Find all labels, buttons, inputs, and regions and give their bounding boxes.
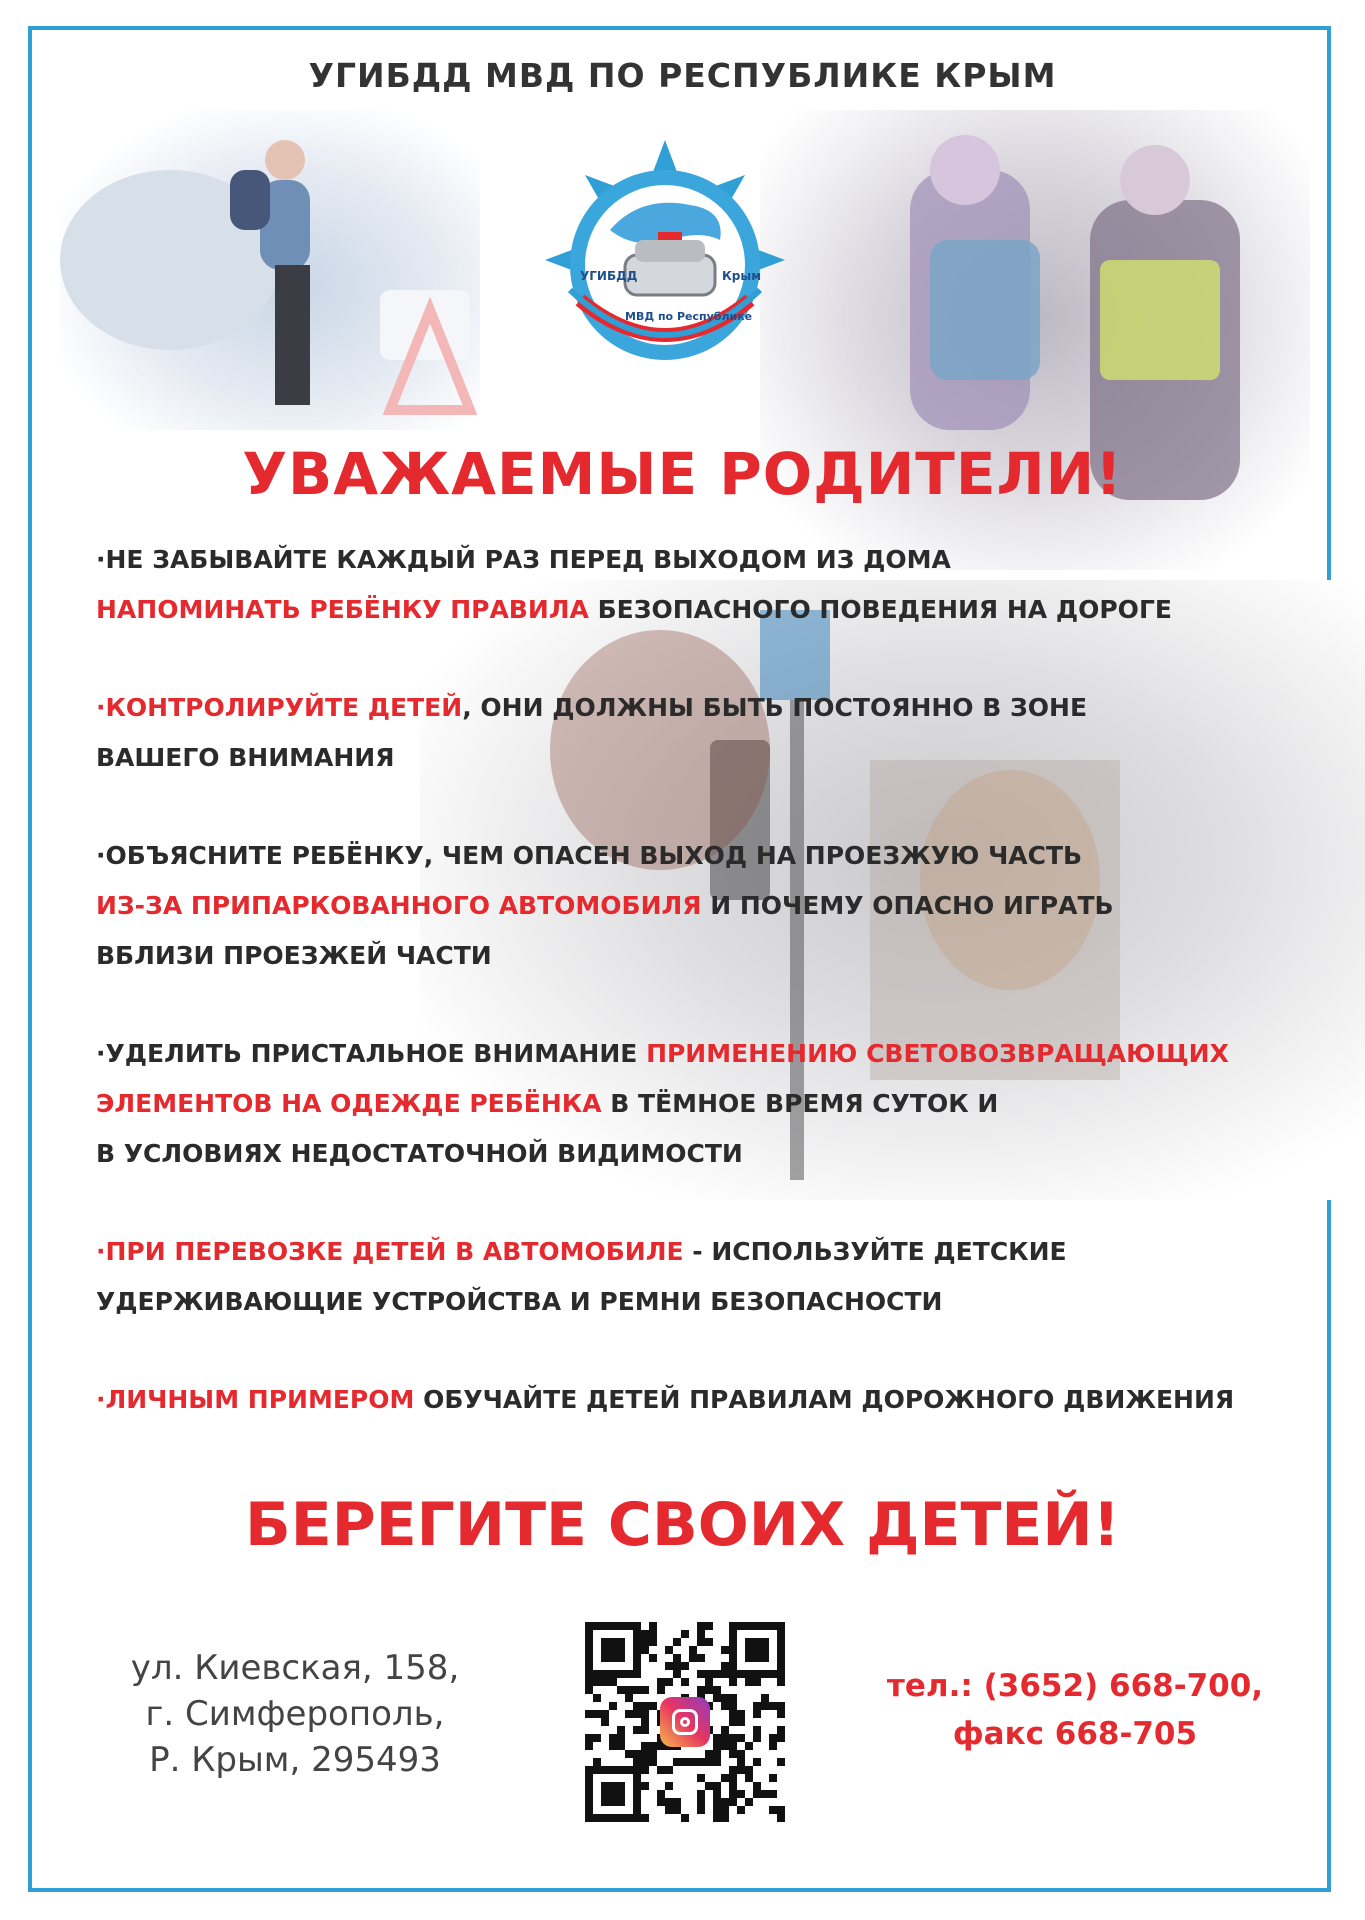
- address-block: [95, 1645, 495, 1783]
- advice-line: [96, 585, 1316, 635]
- advice-text: ·НЕ ЗАБЫВАЙТЕ КАЖДЫЙ РАЗ ПЕРЕД ВЫХОДОМ ИЗ ДОМА: [96, 545, 951, 574]
- fax-number: факс 668-705: [952, 1716, 1198, 1752]
- advice-text: ·УДЕЛИТЬ ПРИСТАЛЬНОЕ ВНИМАНИЕ: [96, 1039, 647, 1068]
- advice-item: [96, 1029, 1316, 1179]
- advice-text: ВАШЕГО ВНИМАНИЯ: [96, 743, 395, 772]
- advice-line: [96, 1227, 1316, 1277]
- advice-line: [96, 683, 1316, 733]
- advice-text: В УСЛОВИЯХ НЕДОСТАТОЧНОЙ ВИДИМОСТИ: [96, 1139, 743, 1168]
- highlight-text: ЭЛЕМЕНТОВ НА ОДЕЖДЕ РЕБЁНКА: [96, 1089, 602, 1118]
- advice-line: [96, 535, 1316, 585]
- advice-item: [96, 1227, 1316, 1327]
- advice-line: [96, 881, 1316, 931]
- qr-code[interactable]: [585, 1622, 785, 1822]
- advice-text: УДЕРЖИВАЮЩИЕ УСТРОЙСТВА И РЕМНИ БЕЗОПАСНОСТИ: [96, 1287, 943, 1316]
- logo-text-left: УГИБДД: [580, 269, 638, 283]
- advice-item: [96, 535, 1316, 635]
- advice-text: ВБЛИЗИ ПРОЕЗЖЕЙ ЧАСТИ: [96, 941, 492, 970]
- address-line-region: Р. Крым, 295493: [149, 1740, 441, 1780]
- advice-line: [96, 1277, 1316, 1327]
- advice-text: БЕЗОПАСНОГО ПОВЕДЕНИЯ НА ДОРОГЕ: [588, 595, 1172, 624]
- advice-line: [96, 1029, 1316, 1079]
- highlight-text: ПРИМЕНЕНИЮ СВЕТОВОЗВРАЩАЮЩИХ: [646, 1039, 1229, 1068]
- ugibdd-emblem-logo: [540, 140, 790, 380]
- advice-text: ОБУЧАЙТЕ ДЕТЕЙ ПРАВИЛАМ ДОРОЖНОГО ДВИЖЕНИЯ: [414, 1385, 1235, 1414]
- address-line-city: г. Симферополь,: [145, 1694, 445, 1734]
- address-line-street: ул. Киевская, 158,: [130, 1648, 460, 1688]
- organization-title: УГИБДД МВД ПО РЕСПУБЛИКЕ КРЫМ: [308, 56, 1057, 95]
- advice-line: [96, 733, 1316, 783]
- advice-line: [96, 931, 1316, 981]
- highlight-text: НАПОМИНАТЬ РЕБЁНКУ ПРАВИЛА: [96, 595, 589, 624]
- advice-line: [96, 1375, 1316, 1425]
- advice-item: [96, 831, 1316, 981]
- main-heading: УВАЖАЕМЫЕ РОДИТЕЛИ!: [242, 440, 1123, 508]
- advice-line: [96, 1129, 1316, 1179]
- logo-text-right: Крым: [722, 269, 762, 283]
- advice-line: [96, 831, 1316, 881]
- advice-line: [96, 1079, 1316, 1129]
- winter-photo: [60, 110, 480, 430]
- highlight-text: ·ЛИЧНЫМ ПРИМЕРОМ: [96, 1385, 415, 1414]
- advice-item: [96, 1375, 1316, 1425]
- highlight-text: ·КОНТРОЛИРУЙТЕ ДЕТЕЙ: [96, 693, 463, 722]
- phone-number: тел.: (3652) 668-700,: [886, 1668, 1264, 1704]
- advice-text: ·ОБЪЯСНИТЕ РЕБЁНКУ, ЧЕМ ОПАСЕН ВЫХОД НА ПРОЕЗЖУЮ ЧАСТЬ: [96, 841, 1083, 870]
- advice-item: [96, 683, 1316, 783]
- advice-text: И ПОЧЕМУ ОПАСНО ИГРАТЬ: [701, 891, 1114, 920]
- slogan: БЕРЕГИТЕ СВОИХ ДЕТЕЙ!: [245, 1490, 1120, 1560]
- highlight-text: ИЗ-ЗА ПРИПАРКОВАННОГО АВТОМОБИЛЯ: [96, 891, 702, 920]
- logo-text-bottom: МВД по Республике: [625, 310, 753, 323]
- advice-list: [96, 535, 1316, 1473]
- highlight-text: ·ПРИ ПЕРЕВОЗКЕ ДЕТЕЙ В АВТОМОБИЛЕ: [96, 1237, 684, 1266]
- advice-text: - ИСПОЛЬЗУЙТЕ ДЕТСКИЕ: [683, 1237, 1067, 1266]
- contacts-block: [860, 1662, 1290, 1758]
- advice-text: В ТЁМНОЕ ВРЕМЯ СУТОК И: [601, 1089, 999, 1118]
- advice-text: , ОНИ ДОЛЖНЫ БЫТЬ ПОСТОЯННО В ЗОНЕ: [462, 693, 1088, 722]
- instagram-icon: [660, 1697, 710, 1747]
